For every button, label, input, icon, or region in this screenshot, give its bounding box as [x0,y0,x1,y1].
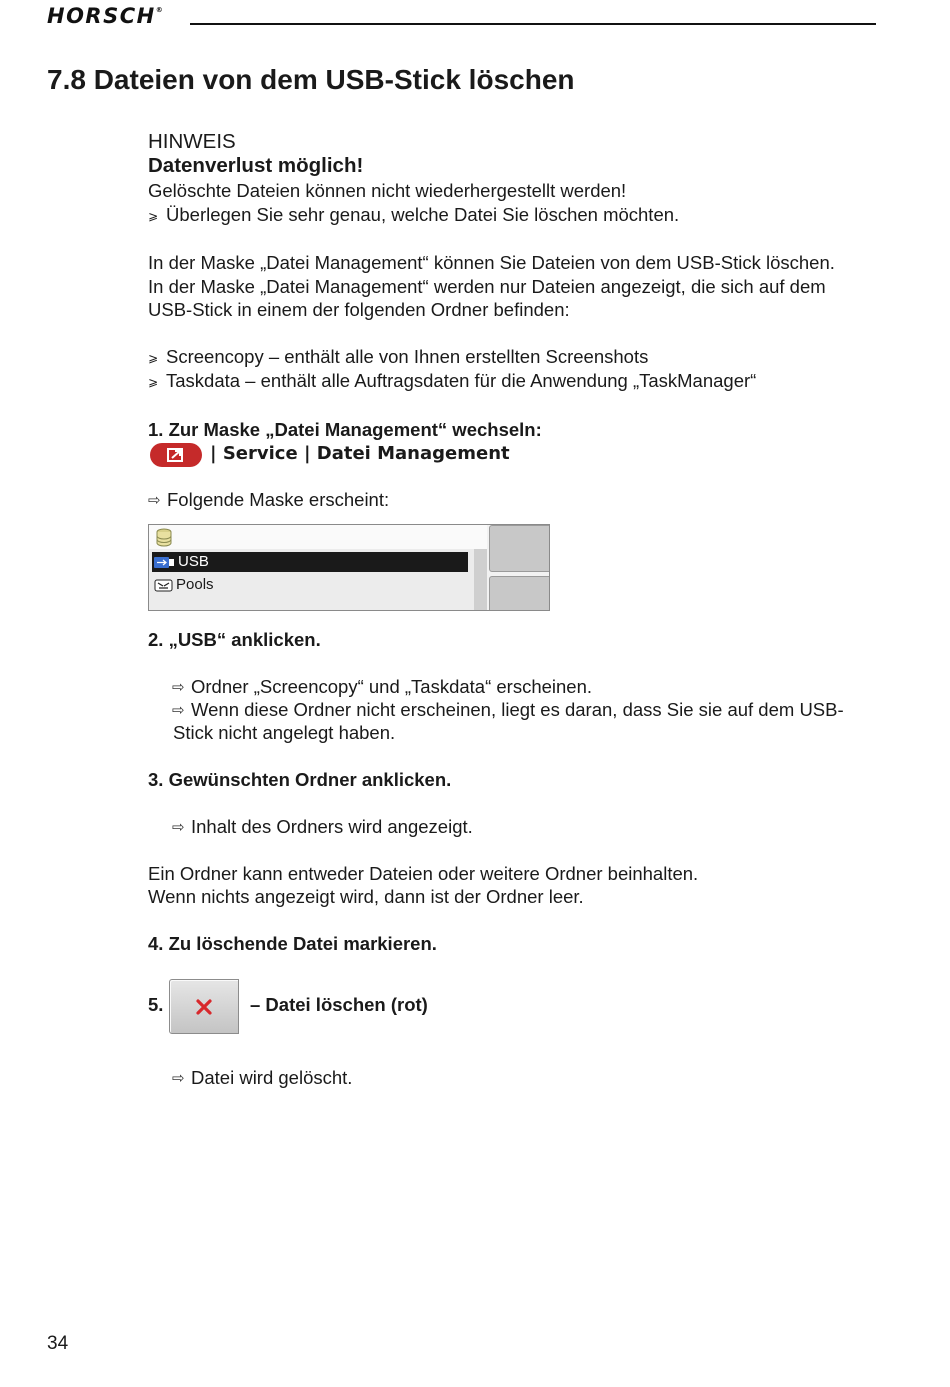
notice-label: HINWEIS [148,130,236,153]
menu-button-icon [150,443,202,467]
menu-path: | Service | Datei Management [210,443,510,464]
mask-scrollbar[interactable] [474,549,487,611]
pools-icon [154,579,174,592]
triangle-bullet-icon: ⩾ [148,375,159,389]
softkey-button[interactable] [489,525,550,572]
delete-x-icon [195,998,213,1016]
step-5-number: 5. [148,994,164,1015]
brand-logo: HORSCH® [47,4,165,28]
result-arrow-icon: ⇨ [172,1070,185,1087]
result-arrow-icon: ⇨ [148,492,161,509]
note-line: Ein Ordner kann entweder Dateien oder weitere Ordner beinhalten. [148,863,699,884]
notice-bullet: ⩾ Überlegen Sie sehr genau, welche Datei Sie löschen möchten. [148,203,679,229]
mask-file-list [149,549,474,611]
delete-file-button[interactable] [169,979,239,1034]
result-arrow-icon: ⇨ [172,819,185,836]
result-arrow-icon: ⇨ [172,702,185,719]
switch-icon [163,446,189,464]
intro-line: In der Maske „Datei Management“ werden nur Dateien angezeigt, die sich auf dem [148,276,826,297]
header-rule [190,23,876,25]
step-5: – Datei löschen (rot) [250,994,428,1015]
step-2-result-cont: Stick nicht angelegt haben. [173,722,396,743]
result-arrow-icon: ⇨ [172,679,185,696]
step-5-result: ⇨ Datei wird gelöscht. [172,1066,352,1091]
softkey-button[interactable] [489,576,550,611]
storage-icon [156,528,172,547]
step-3: 3. Gewünschten Ordner anklicken. [148,769,452,790]
triangle-bullet-icon: ⩾ [148,209,159,223]
step-2-result: ⇨ Ordner „Screencopy“ und „Taskdata“ erscheinen. [172,675,592,700]
step-2-result: ⇨ Wenn diese Ordner nicht erscheinen, liegt es daran, dass Sie sie auf dem USB- [172,698,844,723]
file-management-mask [148,524,550,611]
intro-line: USB-Stick in einem der folgenden Ordner befinden: [148,299,570,320]
list-item-pools[interactable]: Pools [152,575,468,595]
page-number: 34 [47,1333,69,1354]
usb-icon [154,556,176,569]
step-1-result: ⇨ Folgende Maske erscheint: [148,488,389,513]
note-line: Wenn nichts angezeigt wird, dann ist der Ordner leer. [148,886,584,907]
notice-text: Gelöschte Dateien können nicht wiederhergestellt werden! [148,180,627,201]
list-item-usb[interactable]: USB [152,552,468,572]
intro-line: In der Maske „Datei Management“ können Sie Dateien von dem USB-Stick löschen. [148,252,835,273]
folder-item: ⩾ Screencopy – enthält alle von Ihnen erstellten Screenshots [148,345,648,371]
triangle-bullet-icon: ⩾ [148,351,159,365]
step-2: 2. „USB“ anklicken. [148,629,321,650]
folder-item: ⩾ Taskdata – enthält alle Auftragsdaten für die Anwendung „TaskManager“ [148,369,756,395]
notice-headline: Datenverlust möglich! [148,154,364,177]
step-4: 4. Zu löschende Datei markieren. [148,933,437,954]
step-1: 1. Zur Maske „Datei Management“ wechseln: [148,419,542,440]
section-title: 7.8 Dateien von dem USB-Stick löschen [47,64,575,95]
step-3-result: ⇨ Inhalt des Ordners wird angezeigt. [172,815,473,840]
mask-toolbar [149,525,487,550]
